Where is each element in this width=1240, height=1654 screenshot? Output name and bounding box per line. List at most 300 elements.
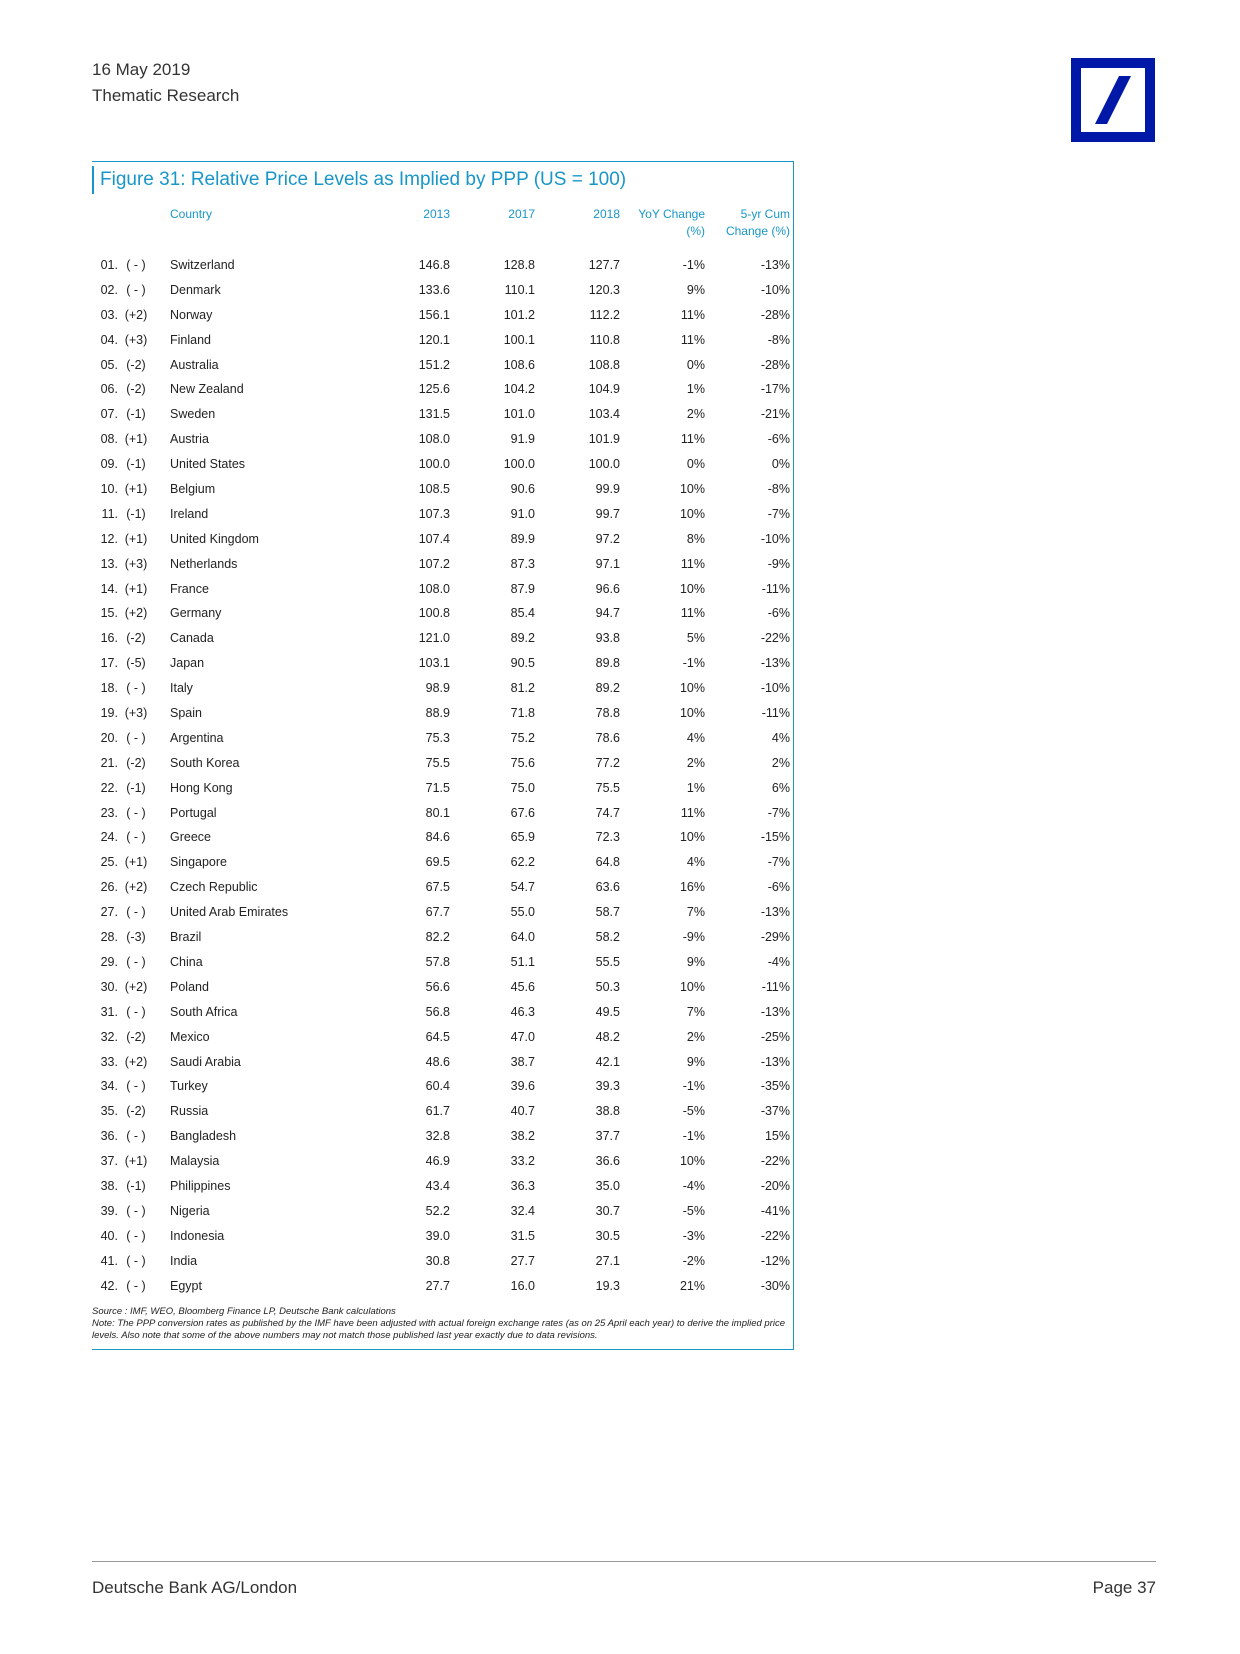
- cell-value-2013: 156.1: [418, 307, 450, 322]
- cell-yoy-change: 16%: [679, 880, 705, 895]
- cell-rank: 16.: [100, 631, 118, 646]
- cell-rank: 01.: [100, 258, 118, 272]
- cell-rank: 40.: [100, 1228, 118, 1243]
- cell-yoy-change: -1%: [682, 258, 705, 272]
- table-row: [0, 430, 800, 455]
- cell-value-2018: 30.5: [595, 1228, 620, 1243]
- cell-yoy-change: -2%: [682, 1253, 705, 1268]
- cell-yoy-change: -1%: [682, 656, 705, 671]
- cell-value-2018: 72.3: [595, 830, 620, 845]
- cell-rank: 41.: [100, 1253, 118, 1268]
- cell-value-2017: 91.9: [510, 432, 535, 447]
- cell-rank: 13.: [100, 556, 118, 571]
- cell-rank: 24.: [100, 830, 118, 845]
- cell-rank-change: (+3): [124, 556, 148, 571]
- table-row: [0, 580, 800, 605]
- cell-rank: 09.: [100, 457, 118, 472]
- cell-value-2013: 56.8: [425, 1004, 450, 1019]
- cell-value-2013: 75.5: [425, 755, 450, 770]
- cell-country: Saudi Arabia: [170, 1054, 241, 1069]
- table-row: [0, 405, 800, 430]
- table-row: [0, 629, 800, 654]
- col-header-country: Country: [170, 207, 213, 221]
- cell-cum-change: -7%: [767, 855, 790, 870]
- cell-cum-change: -9%: [767, 556, 790, 571]
- cell-rank: 23.: [100, 805, 118, 820]
- cell-cum-change: -22%: [760, 1228, 790, 1243]
- cell-value-2017: 39.6: [510, 1079, 535, 1094]
- cell-country: Egypt: [170, 1278, 202, 1293]
- cell-value-2018: 110.8: [589, 332, 620, 347]
- cell-country: Bangladesh: [170, 1129, 237, 1144]
- cell-value-2018: 39.3: [595, 1079, 620, 1094]
- cell-rank-change: (+1): [124, 432, 148, 447]
- cell-rank-change: ( - ): [126, 1253, 146, 1268]
- cell-rank-change: ( - ): [126, 1004, 146, 1019]
- cell-value-2013: 57.8: [425, 954, 450, 969]
- cell-rank-change: ( - ): [126, 681, 146, 696]
- cell-value-2013: 107.3: [418, 506, 450, 521]
- cell-value-2013: 61.7: [425, 1104, 450, 1119]
- cell-value-2018: 78.6: [595, 730, 620, 745]
- col-header-yoy-line2: (%): [686, 224, 705, 238]
- cell-cum-change: -37%: [760, 1104, 790, 1119]
- cell-yoy-change: -4%: [682, 1178, 705, 1193]
- cell-yoy-change: 11%: [680, 332, 705, 347]
- cell-yoy-change: 10%: [679, 482, 705, 497]
- cell-rank: 39.: [100, 1203, 118, 1218]
- cell-yoy-change: 7%: [686, 905, 705, 920]
- cell-value-2017: 75.2: [510, 730, 535, 745]
- cell-value-2018: 36.6: [595, 1154, 620, 1169]
- cell-value-2018: 19.3: [595, 1278, 620, 1293]
- cell-value-2013: 52.2: [425, 1203, 450, 1218]
- cell-rank-change: (+3): [124, 332, 148, 347]
- cell-value-2018: 49.5: [595, 1004, 620, 1019]
- cell-value-2013: 32.8: [425, 1129, 450, 1144]
- cell-value-2013: 39.0: [425, 1228, 450, 1243]
- cell-value-2018: 120.3: [588, 282, 620, 297]
- cell-country: Hong Kong: [170, 780, 233, 795]
- cell-value-2017: 110.1: [504, 282, 535, 297]
- figure-note: Note: The PPP conversion rates as published by the IMF have been adjusted with actual foreign exchange rates (as on 25 April each year) to derive the implied price levels. Also note that some of the above numbers may not match those published last year exactly due to data revisions.: [92, 1318, 786, 1341]
- cell-value-2013: 60.4: [425, 1079, 450, 1094]
- cell-cum-change: -41%: [760, 1203, 790, 1218]
- cell-rank: 02.: [100, 282, 118, 297]
- cell-rank-change: (-2): [126, 631, 146, 646]
- cell-value-2018: 103.4: [588, 407, 620, 422]
- cell-rank: 38.: [100, 1178, 118, 1193]
- cell-cum-change: -10%: [760, 531, 790, 546]
- cell-value-2018: 48.2: [595, 1029, 620, 1044]
- cell-value-2018: 50.3: [595, 979, 620, 994]
- cell-value-2013: 82.2: [425, 930, 450, 945]
- cell-cum-change: -6%: [767, 432, 790, 447]
- cell-rank: 19.: [100, 706, 118, 721]
- cell-rank-change: (-2): [126, 357, 146, 372]
- cell-country: South Korea: [170, 755, 240, 770]
- cell-value-2017: 81.2: [510, 681, 535, 696]
- cell-value-2017: 85.4: [510, 606, 535, 621]
- cell-value-2018: 127.7: [588, 258, 620, 272]
- cell-country: Mexico: [170, 1029, 210, 1044]
- cell-value-2018: 78.8: [595, 706, 620, 721]
- cell-rank-change: (-2): [126, 1104, 146, 1119]
- col-header-yoy: [620, 206, 705, 240]
- cell-country: South Africa: [170, 1004, 238, 1019]
- table-row: [0, 331, 800, 356]
- cell-yoy-change: -5%: [682, 1104, 705, 1119]
- cell-value-2018: 94.7: [595, 606, 620, 621]
- cell-country: Poland: [170, 979, 209, 994]
- cell-country: New Zealand: [170, 382, 244, 397]
- cell-rank-change: (-1): [126, 407, 146, 422]
- cell-country: Greece: [170, 830, 211, 845]
- col-header-2017: 2017: [508, 207, 535, 221]
- cell-yoy-change: 10%: [679, 581, 705, 596]
- cell-value-2018: 58.7: [595, 905, 620, 920]
- cell-country: Australia: [170, 357, 219, 372]
- cell-value-2013: 43.4: [425, 1178, 450, 1193]
- cell-cum-change: -4%: [767, 954, 790, 969]
- cell-value-2018: 58.2: [595, 930, 620, 945]
- cell-cum-change: -20%: [760, 1178, 790, 1193]
- col-header-cum: [710, 206, 790, 240]
- cell-rank: 15.: [100, 606, 118, 621]
- deutsche-bank-logo: [1071, 58, 1155, 142]
- cell-rank-change: (-1): [126, 457, 146, 472]
- cell-country: Norway: [170, 307, 213, 322]
- cell-value-2017: 64.0: [510, 930, 535, 945]
- cell-rank-change: ( - ): [126, 905, 146, 920]
- table-row: [0, 1227, 800, 1252]
- cell-country: Sweden: [170, 407, 216, 422]
- cell-country: Denmark: [170, 282, 221, 297]
- cell-rank-change: (+1): [124, 581, 148, 596]
- cell-rank: 17.: [100, 656, 118, 671]
- cell-value-2018: 27.1: [595, 1253, 620, 1268]
- cell-value-2017: 32.4: [510, 1203, 535, 1218]
- cell-value-2013: 100.8: [418, 606, 450, 621]
- cell-country: Indonesia: [170, 1228, 225, 1243]
- cell-value-2017: 101.2: [503, 307, 535, 322]
- cell-rank: 05.: [100, 357, 118, 372]
- cell-rank-change: (-1): [126, 1178, 146, 1193]
- col-header-cum-line2: Change (%): [725, 224, 790, 238]
- cell-country: Argentina: [170, 730, 224, 745]
- cell-country: United Arab Emirates: [170, 905, 289, 920]
- cell-rank-change: ( - ): [126, 1228, 146, 1243]
- price-level-table: [0, 256, 800, 1301]
- cell-value-2013: 121.0: [418, 631, 450, 646]
- cell-value-2013: 46.9: [425, 1154, 450, 1169]
- cell-rank-change: (-1): [126, 506, 146, 521]
- cell-value-2018: 100.0: [588, 457, 620, 472]
- cell-country: Singapore: [170, 855, 227, 870]
- cell-value-2013: 146.8: [418, 258, 450, 272]
- cell-value-2017: 33.2: [510, 1154, 535, 1169]
- cell-rank-change: (-2): [126, 382, 146, 397]
- cell-rank: 28.: [100, 930, 118, 945]
- cell-rank-change: (-2): [126, 755, 146, 770]
- cell-country: Germany: [170, 606, 222, 621]
- cell-value-2018: 74.7: [595, 805, 620, 820]
- table-row: [0, 928, 800, 953]
- cell-rank-change: (-5): [126, 656, 146, 671]
- cell-value-2017: 104.2: [503, 382, 535, 397]
- cell-yoy-change: 8%: [686, 531, 705, 546]
- cell-cum-change: -35%: [760, 1079, 790, 1094]
- cell-rank: 20.: [100, 730, 118, 745]
- cell-value-2018: 97.1: [595, 556, 620, 571]
- cell-rank-change: ( - ): [126, 282, 146, 297]
- table-row: [0, 853, 800, 878]
- cell-rank-change: (+2): [124, 880, 148, 895]
- table-row: [0, 903, 800, 928]
- cell-value-2013: 108.0: [418, 581, 450, 596]
- cell-country: Italy: [170, 681, 193, 696]
- cell-value-2013: 120.1: [418, 332, 450, 347]
- cell-yoy-change: 9%: [686, 954, 705, 969]
- cell-yoy-change: 4%: [686, 855, 705, 870]
- cell-country: Turkey: [170, 1079, 208, 1094]
- cell-rank: 04.: [100, 332, 118, 347]
- cell-value-2017: 90.5: [510, 656, 535, 671]
- cell-rank: 12.: [100, 531, 118, 546]
- table-row: [0, 1177, 800, 1202]
- table-row: [0, 306, 800, 331]
- cell-yoy-change: -1%: [682, 1129, 705, 1144]
- cell-yoy-change: 10%: [679, 830, 705, 845]
- cell-cum-change: 15%: [764, 1129, 790, 1144]
- cell-value-2017: 40.7: [510, 1104, 535, 1119]
- table-row: [0, 1102, 800, 1127]
- table-row: [0, 1077, 800, 1102]
- cell-yoy-change: 11%: [680, 307, 705, 322]
- cell-rank: 03.: [100, 307, 118, 322]
- header-subtitle: Thematic Research: [92, 86, 240, 105]
- cell-value-2018: 104.9: [588, 382, 620, 397]
- col-header-2013: 2013: [423, 207, 450, 221]
- cell-yoy-change: 11%: [680, 556, 705, 571]
- cell-rank: 25.: [100, 855, 118, 870]
- cell-yoy-change: 1%: [686, 780, 705, 795]
- cell-value-2017: 75.0: [510, 780, 535, 795]
- cell-rank-change: ( - ): [126, 830, 146, 845]
- cell-value-2017: 31.5: [510, 1228, 535, 1243]
- cell-value-2017: 16.0: [510, 1278, 535, 1293]
- cell-value-2013: 84.6: [425, 830, 450, 845]
- cell-cum-change: -6%: [767, 606, 790, 621]
- cell-rank: 06.: [100, 382, 118, 397]
- cell-rank-change: ( - ): [126, 1203, 146, 1218]
- cell-rank-change: ( - ): [126, 1079, 146, 1094]
- table-row: [0, 828, 800, 853]
- cell-yoy-change: 10%: [679, 681, 705, 696]
- cell-rank-change: (+2): [124, 606, 148, 621]
- cell-value-2017: 108.6: [503, 357, 535, 372]
- cell-value-2017: 100.1: [503, 332, 535, 347]
- table-row: [0, 1252, 800, 1277]
- cell-value-2013: 98.9: [425, 681, 450, 696]
- cell-country: Spain: [170, 706, 202, 721]
- cell-rank: 31.: [100, 1004, 118, 1019]
- cell-cum-change: -13%: [760, 905, 790, 920]
- table-row: [0, 654, 800, 679]
- cell-value-2013: 64.5: [425, 1029, 450, 1044]
- cell-value-2013: 75.3: [425, 730, 450, 745]
- cell-value-2018: 63.6: [595, 880, 620, 895]
- cell-value-2013: 108.0: [418, 432, 450, 447]
- cell-value-2018: 38.8: [595, 1104, 620, 1119]
- cell-value-2018: 99.7: [595, 506, 620, 521]
- cell-value-2018: 37.7: [595, 1129, 620, 1144]
- cell-yoy-change: 2%: [686, 755, 705, 770]
- table-row: [0, 356, 800, 381]
- figure-title: Figure 31: Relative Price Levels as Implied by PPP (US = 100): [92, 166, 626, 194]
- cell-value-2017: 62.2: [510, 855, 535, 870]
- cell-value-2017: 101.0: [503, 407, 535, 422]
- cell-country: Ireland: [170, 506, 209, 521]
- page-number: Page 37: [1092, 1578, 1156, 1597]
- cell-rank-change: (+3): [124, 706, 148, 721]
- cell-yoy-change: 4%: [686, 730, 705, 745]
- cell-cum-change: 0%: [771, 457, 790, 472]
- cell-yoy-change: 2%: [686, 1029, 705, 1044]
- cell-rank: 33.: [100, 1054, 118, 1069]
- cell-rank: 21.: [100, 755, 118, 770]
- source-note: Source : IMF, WEO, Bloomberg Finance LP, Deutsche Bank calculations: [92, 1306, 396, 1317]
- cell-value-2017: 128.8: [503, 258, 535, 272]
- cell-value-2013: 151.2: [418, 357, 450, 372]
- table-row: [0, 729, 800, 754]
- cell-yoy-change: -3%: [682, 1228, 705, 1243]
- cell-value-2013: 107.2: [418, 556, 450, 571]
- cell-cum-change: -6%: [767, 880, 790, 895]
- cell-rank: 29.: [100, 954, 118, 969]
- cell-country: Portugal: [170, 805, 217, 820]
- table-row: [0, 555, 800, 580]
- cell-rank: 11.: [101, 506, 118, 521]
- cell-value-2013: 69.5: [425, 855, 450, 870]
- table-row: [0, 1277, 800, 1302]
- footer-publisher: Deutsche Bank AG/London: [92, 1578, 298, 1597]
- cell-rank: 37.: [100, 1154, 118, 1169]
- cell-value-2017: 89.2: [510, 631, 535, 646]
- cell-yoy-change: 10%: [679, 1154, 705, 1169]
- cell-cum-change: -8%: [767, 482, 790, 497]
- cell-cum-change: -13%: [760, 656, 790, 671]
- cell-rank-change: (-2): [126, 1029, 146, 1044]
- cell-country: Belgium: [170, 482, 216, 497]
- cell-value-2018: 77.2: [595, 755, 620, 770]
- cell-country: Finland: [170, 332, 211, 347]
- cell-value-2013: 131.5: [418, 407, 450, 422]
- table-row: [0, 505, 800, 530]
- cell-cum-change: -7%: [767, 506, 790, 521]
- cell-rank: 30.: [100, 979, 118, 994]
- cell-value-2017: 65.9: [510, 830, 535, 845]
- cell-value-2013: 67.5: [425, 880, 450, 895]
- cell-value-2018: 55.5: [595, 954, 620, 969]
- cell-rank: 36.: [100, 1129, 118, 1144]
- cell-yoy-change: -1%: [682, 1079, 705, 1094]
- cell-value-2018: 30.7: [595, 1203, 620, 1218]
- cell-yoy-change: 7%: [686, 1004, 705, 1019]
- cell-country: Japan: [170, 656, 205, 671]
- cell-cum-change: -25%: [760, 1029, 790, 1044]
- cell-yoy-change: 10%: [679, 506, 705, 521]
- cell-yoy-change: 1%: [686, 382, 705, 397]
- cell-value-2017: 67.6: [510, 805, 535, 820]
- cell-cum-change: -22%: [760, 1154, 790, 1169]
- cell-value-2013: 88.9: [425, 706, 450, 721]
- cell-yoy-change: -9%: [682, 930, 705, 945]
- col-header-2018: 2018: [593, 207, 620, 221]
- cell-rank-change: ( - ): [126, 1278, 146, 1293]
- cell-cum-change: -13%: [760, 1054, 790, 1069]
- cell-value-2018: 42.1: [595, 1054, 620, 1069]
- cell-rank: 42.: [100, 1278, 118, 1293]
- table-row: [0, 281, 800, 306]
- cell-value-2017: 75.6: [510, 755, 535, 770]
- cell-rank-change: (+1): [124, 855, 148, 870]
- cell-rank-change: (-1): [126, 780, 146, 795]
- cell-value-2013: 27.7: [425, 1278, 450, 1293]
- cell-rank: 34.: [100, 1079, 118, 1094]
- col-header-cum-line1: 5-yr Cum: [740, 207, 790, 221]
- cell-rank: 08.: [100, 432, 118, 447]
- cell-rank: 07.: [100, 407, 118, 422]
- cell-country: Nigeria: [170, 1203, 210, 1218]
- cell-value-2013: 80.1: [425, 805, 450, 820]
- table-row: [0, 1202, 800, 1227]
- cell-cum-change: -11%: [761, 581, 790, 596]
- cell-value-2018: 108.8: [588, 357, 620, 372]
- cell-country: Philippines: [170, 1178, 231, 1193]
- cell-value-2013: 48.6: [425, 1054, 450, 1069]
- cell-rank-change: ( - ): [126, 730, 146, 745]
- cell-yoy-change: 0%: [686, 357, 705, 372]
- cell-value-2013: 30.8: [425, 1253, 450, 1268]
- cell-value-2018: 89.2: [595, 681, 620, 696]
- cell-cum-change: -10%: [760, 681, 790, 696]
- header-date: 16 May 2019: [92, 60, 191, 79]
- table-row: [0, 1127, 800, 1152]
- cell-rank: 27.: [100, 905, 118, 920]
- cell-rank-change: ( - ): [126, 1129, 146, 1144]
- cell-country: Brazil: [170, 930, 202, 945]
- col-header-yoy-line1: YoY Change: [638, 207, 705, 221]
- cell-country: Canada: [170, 631, 214, 646]
- table-row: [0, 953, 800, 978]
- cell-yoy-change: 5%: [686, 631, 705, 646]
- cell-rank: 22.: [100, 780, 118, 795]
- cell-value-2017: 55.0: [510, 905, 535, 920]
- cell-yoy-change: 2%: [686, 407, 705, 422]
- cell-country: Malaysia: [170, 1154, 220, 1169]
- cell-value-2017: 54.7: [510, 880, 535, 895]
- cell-cum-change: -22%: [760, 631, 790, 646]
- cell-country: Russia: [170, 1104, 209, 1119]
- table-row: [0, 679, 800, 704]
- cell-country: France: [170, 581, 209, 596]
- table-row: [0, 530, 800, 555]
- cell-value-2018: 64.8: [595, 855, 620, 870]
- cell-value-2017: 38.2: [510, 1129, 535, 1144]
- table-row: [0, 455, 800, 480]
- cell-cum-change: -29%: [760, 930, 790, 945]
